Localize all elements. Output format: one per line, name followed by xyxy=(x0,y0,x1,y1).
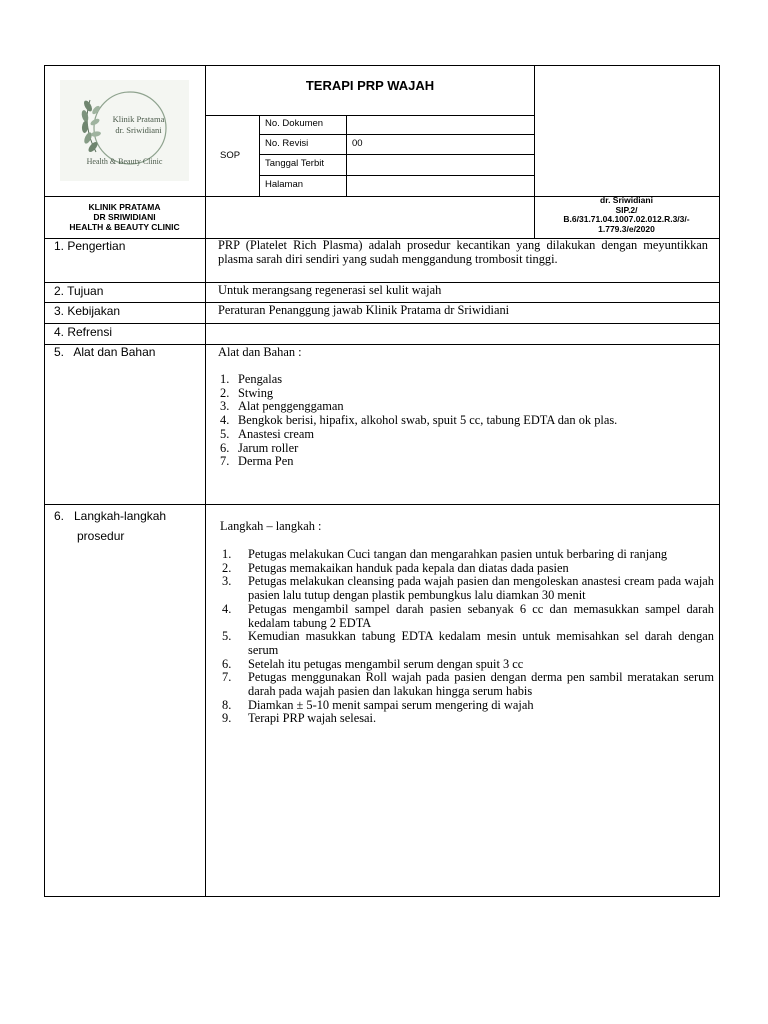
section-label-kebijakan: 3. Kebijakan xyxy=(54,304,121,318)
document-title: TERAPI PRP WAJAH xyxy=(305,78,435,93)
list-item: 3. Alat penggenggaman xyxy=(220,399,344,414)
section-label-langkah-line1: 6. Langkah-langkah xyxy=(54,509,167,523)
doctor-name: dr. Sriwidiani xyxy=(600,195,653,205)
alat-list xyxy=(220,373,690,469)
section-text-tujuan: Untuk merangsang regenerasi sel kulit wajah xyxy=(218,283,442,297)
list-item: 2. Petugas memakaikan handuk pada kepala dan diatas dada pasien xyxy=(222,560,569,575)
section-label-langkah xyxy=(54,506,166,546)
section-label-pengertian: 1. Pengertian xyxy=(54,239,126,253)
alat-heading: Alat dan Bahan : xyxy=(218,345,302,359)
list-item: 1. Petugas melakukan Cuci tangan dan mengarahkan pasien untuk berbaring di ranjang xyxy=(222,547,668,561)
logo-line-2: dr. Sriwidiani xyxy=(115,125,162,135)
langkah-heading: Langkah – langkah : xyxy=(220,519,322,533)
list-item: 5. Anastesi cream xyxy=(220,426,315,441)
clinic-logo xyxy=(60,80,189,181)
list-item: 8. Diamkan ± 5-10 menit sampai serum mengering di wajah xyxy=(222,697,534,712)
list-item: 5. Kemudian masukkan tabung EDTA kedalam mesin untuk memisahkan sel darah dengan serum xyxy=(222,629,714,657)
list-item: 6. Jarum roller xyxy=(220,440,299,455)
list-item: 4. Petugas mengambil sampel darah pasien sebanyak 6 cc dan memasukkan sampel darah kedalam tabung 2 EDTA xyxy=(222,601,714,630)
langkah-list xyxy=(222,548,714,726)
list-item: 7. Petugas menggunakan Roll wajah pada pasien dengan derma pen sambil meratakan serum darah pada wajah pasien dan lakukan hingga serum habis xyxy=(222,670,714,699)
doctor-sip-number: 1.779.3/e/2020 xyxy=(598,223,655,234)
list-item: 7. Derma Pen xyxy=(220,454,294,469)
list-item: 2. Stwing xyxy=(220,385,274,400)
list-item: 1. Pengalas xyxy=(220,372,283,386)
list-item: 9. Terapi PRP wajah selesai. xyxy=(222,711,377,726)
doctor-info xyxy=(534,196,719,234)
doc-field-label: Halaman xyxy=(265,179,304,190)
section-label-langkah-line2: prosedur xyxy=(77,529,125,543)
clinic-name xyxy=(44,202,205,232)
doc-field-value: 00 xyxy=(352,138,363,149)
clinic-name-line: HEALTH & BEAUTY CLINIC xyxy=(69,222,180,232)
section-label-refrensi: 4. Refrensi xyxy=(54,325,113,339)
section-label-tujuan: 2. Tujuan xyxy=(54,284,104,298)
clinic-name-line: KLINIK PRATAMA xyxy=(88,202,161,212)
logo-line-1: Klinik Pratama xyxy=(112,114,165,124)
list-item: 3. Petugas melakukan cleansing pada wajah pasien dan mengoleskan anastesi cream pada wajah pasien lalu tutup dengan plastik pembungkus lalu diamkan 30 menit xyxy=(222,574,714,603)
sop-label: SOP xyxy=(220,150,241,161)
doctor-sip: SIP.2/ xyxy=(615,204,638,215)
doctor-sip-number: B.6/31.71.04.1007.02.012.R.3/3/- xyxy=(563,214,690,224)
list-item: 4. Bengkok berisi, hipafix, alkohol swab, spuit 5 cc, tabung EDTA dan ok plas. xyxy=(220,413,618,428)
section-label-alat: 5. Alat dan Bahan xyxy=(54,345,156,359)
clinic-name-line: DR SRIWIDIANI xyxy=(93,212,156,222)
doc-field-label: Tanggal Terbit xyxy=(265,158,324,169)
doc-field-label: No. Dokumen xyxy=(265,118,324,129)
section-text-pengertian: PRP (Platelet Rich Plasma) adalah prosedur kecantikan yang dilakukan dengan meyuntikkan plasma sarah diri sendiri yang sudah menggandung trombosit tinggi. xyxy=(218,238,708,266)
doc-field-label: No. Revisi xyxy=(265,138,309,149)
logo-line-3: Health & Beauty Clinic xyxy=(86,157,163,166)
list-item: 6. Setelah itu petugas mengambil serum dengan spuit 3 cc xyxy=(222,656,524,671)
section-text-kebijakan: Peraturan Penanggung jawab Klinik Pratama dr Sriwidiani xyxy=(218,303,510,317)
